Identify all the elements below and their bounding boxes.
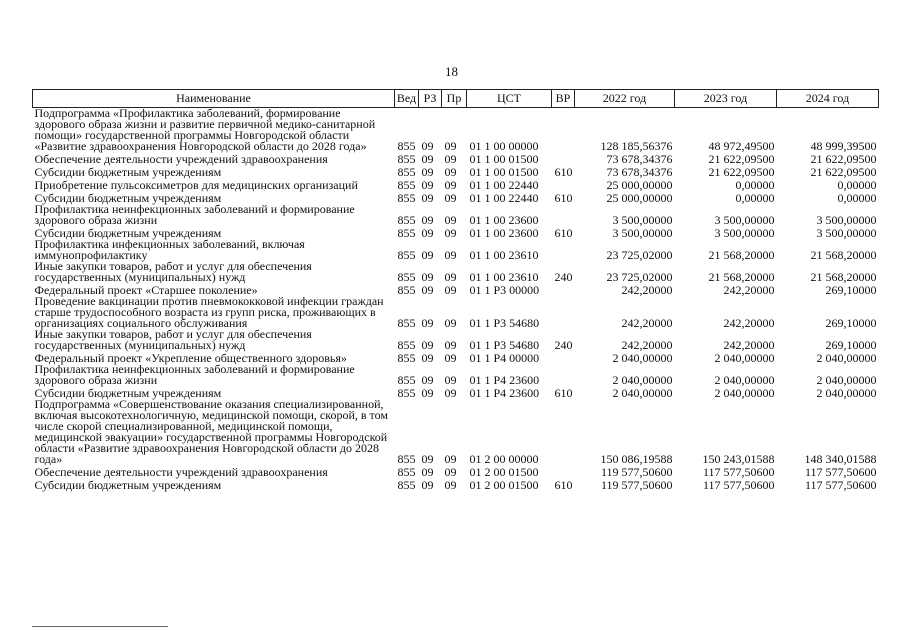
row-pr: 09 xyxy=(444,178,457,192)
row-amount-2023: 2 040,00000 xyxy=(714,386,775,400)
row-amount-2022: 242,20000 xyxy=(621,283,673,297)
row-amount-2022: 2 040,00000 xyxy=(612,386,673,400)
row-amount-2024: 48 999,39500 xyxy=(810,139,877,153)
table-header-row xyxy=(33,90,879,108)
row-amount-2022: 2 040,00000 xyxy=(612,373,673,387)
row-amount-2022: 25 000,00000 xyxy=(606,178,673,192)
row-rz: 09 xyxy=(421,283,434,297)
row-vr: 610 xyxy=(554,386,573,400)
row-vr xyxy=(552,239,575,261)
row-name: Профилактика инфекционных заболеваний, включая иммунопрофилактику xyxy=(34,237,305,262)
row-pr: 09 xyxy=(444,373,457,387)
row-pr: 09 xyxy=(444,452,457,466)
row-rz: 09 xyxy=(421,386,434,400)
header-pr: Пр xyxy=(442,90,467,108)
row-rz: 09 xyxy=(421,191,434,205)
row-amount-2024: 21 568,20000 xyxy=(810,270,877,284)
row-pr: 09 xyxy=(444,152,457,166)
row-vr xyxy=(552,152,575,165)
row-amount-2023: 117 577,50600 xyxy=(702,465,775,479)
row-cst: 01 1 P3 54680 xyxy=(469,316,540,330)
row-name: Субсидии бюджетным учреждениям xyxy=(34,386,222,400)
row-amount-2024: 269,10000 xyxy=(825,316,877,330)
row-cst: 01 1 00 01500 xyxy=(469,152,539,166)
row-ved: 855 xyxy=(397,152,416,166)
row-amount-2024: 117 577,50600 xyxy=(804,478,877,492)
row-amount-2024: 3 500,00000 xyxy=(816,213,877,227)
row-amount-2023: 21 622,09500 xyxy=(708,165,775,179)
row-cst: 01 2 00 01500 xyxy=(469,478,539,492)
row-vr: 610 xyxy=(554,226,573,240)
row-amount-2024: 269,10000 xyxy=(825,338,877,352)
page-number: 18 xyxy=(445,64,458,79)
row-pr: 09 xyxy=(444,386,457,400)
row-cst: 01 1 00 01500 xyxy=(469,165,539,179)
row-pr: 09 xyxy=(444,316,457,330)
row-cst: 01 1 00 00000 xyxy=(469,139,539,153)
table-row xyxy=(33,108,879,153)
row-amount-2024: 0,00000 xyxy=(837,178,877,192)
row-rz: 09 xyxy=(421,226,434,240)
row-vr: 610 xyxy=(554,165,573,179)
row-name: Подпрограмма «Профилактика заболеваний, формирование здорового образа жизни и развитие первичной медико-санитарной помощи» государственной программы Новгородской области «Развитие здравоохранения Новгородской области до 2028 года» xyxy=(34,106,376,153)
row-ved: 855 xyxy=(397,165,416,179)
row-name: Профилактика неинфекционных заболеваний и формирование здорового образа жизни xyxy=(34,362,355,387)
row-amount-2022: 25 000,00000 xyxy=(606,191,673,205)
row-amount-2023: 242,20000 xyxy=(723,283,775,297)
row-amount-2023: 21 568,20000 xyxy=(708,248,775,262)
row-ved: 855 xyxy=(397,226,416,240)
row-name: Приобретение пульсоксиметров для медицинских организаций xyxy=(34,178,358,192)
row-amount-2024: 2 040,00000 xyxy=(816,351,877,365)
row-amount-2024: 0,00000 xyxy=(837,191,877,205)
row-rz: 09 xyxy=(421,152,434,166)
row-cst: 01 1 00 23610 xyxy=(469,270,539,284)
row-rz: 09 xyxy=(421,139,434,153)
table-row xyxy=(33,478,879,491)
row-pr: 09 xyxy=(444,213,457,227)
table-row xyxy=(33,261,879,283)
row-name: Проведение вакцинации против пневмококковой инфекции граждан старше трудоспособного возраста из групп риска, проживающих в организациях социального обслуживания xyxy=(34,294,384,330)
row-amount-2023: 2 040,00000 xyxy=(714,373,775,387)
row-vr xyxy=(552,399,575,465)
row-rz: 09 xyxy=(421,478,434,492)
row-pr: 09 xyxy=(444,191,457,205)
row-rz: 09 xyxy=(421,213,434,227)
row-ved: 855 xyxy=(397,452,416,466)
row-amount-2022: 128 185,56376 xyxy=(600,139,673,153)
row-name: Субсидии бюджетным учреждениям xyxy=(34,165,222,179)
row-amount-2023: 150 243,01588 xyxy=(702,452,775,466)
row-name: Субсидии бюджетным учреждениям xyxy=(34,226,222,240)
header-rz: РЗ xyxy=(419,90,442,108)
row-ved: 855 xyxy=(397,478,416,492)
row-name: Иные закупки товаров, работ и услуг для обеспечения государственных (муниципальных) нужд xyxy=(34,327,312,352)
row-name: Профилактика неинфекционных заболеваний и формирование здорового образа жизни xyxy=(34,202,355,227)
row-vr: 610 xyxy=(554,478,573,492)
row-rz: 09 xyxy=(421,248,434,262)
row-rz: 09 xyxy=(421,178,434,192)
row-amount-2023: 117 577,50600 xyxy=(702,478,775,492)
row-ved: 855 xyxy=(397,213,416,227)
row-pr: 09 xyxy=(444,338,457,352)
row-amount-2024: 21 622,09500 xyxy=(810,165,877,179)
row-cst: 01 1 00 23610 xyxy=(469,248,539,262)
row-pr: 09 xyxy=(444,465,457,479)
row-amount-2024: 269,10000 xyxy=(825,283,877,297)
row-pr: 09 xyxy=(444,283,457,297)
table-body xyxy=(33,108,879,492)
row-amount-2024: 21 622,09500 xyxy=(810,152,877,166)
row-ved: 855 xyxy=(397,373,416,387)
row-rz: 09 xyxy=(421,316,434,330)
table-row xyxy=(33,399,879,465)
row-name: Субсидии бюджетным учреждениям xyxy=(34,191,222,205)
table-row xyxy=(33,178,879,191)
row-vr: 240 xyxy=(554,270,573,284)
row-vr xyxy=(552,178,575,191)
row-vr: 240 xyxy=(554,338,573,352)
row-amount-2024: 3 500,00000 xyxy=(816,226,877,240)
row-ved: 855 xyxy=(397,386,416,400)
header-name: Наименование xyxy=(33,90,395,108)
row-amount-2022: 73 678,34376 xyxy=(606,165,673,179)
row-ved: 855 xyxy=(397,283,416,297)
row-vr xyxy=(552,283,575,296)
table-row xyxy=(33,364,879,386)
row-rz: 09 xyxy=(421,452,434,466)
row-rz: 09 xyxy=(421,338,434,352)
row-cst: 01 1 00 23600 xyxy=(469,226,539,240)
row-cst: 01 2 00 01500 xyxy=(469,465,539,479)
row-amount-2022: 242,20000 xyxy=(621,316,673,330)
row-cst: 01 1 P4 23600 xyxy=(469,386,540,400)
row-ved: 855 xyxy=(397,178,416,192)
row-amount-2024: 2 040,00000 xyxy=(816,386,877,400)
header-2022: 2022 год xyxy=(575,90,675,108)
header-2023: 2023 год xyxy=(675,90,777,108)
row-amount-2022: 3 500,00000 xyxy=(612,226,673,240)
row-amount-2023: 3 500,00000 xyxy=(714,213,775,227)
row-amount-2024: 148 340,01588 xyxy=(804,452,877,466)
row-vr xyxy=(552,108,575,153)
row-rz: 09 xyxy=(421,373,434,387)
row-amount-2022: 73 678,34376 xyxy=(606,152,673,166)
row-pr: 09 xyxy=(444,351,457,365)
row-amount-2023: 242,20000 xyxy=(723,316,775,330)
row-vr: 610 xyxy=(554,191,573,205)
row-vr xyxy=(552,296,575,329)
row-rz: 09 xyxy=(421,165,434,179)
row-ved: 855 xyxy=(397,316,416,330)
row-pr: 09 xyxy=(444,165,457,179)
row-name: Субсидии бюджетным учреждениям xyxy=(34,478,222,492)
row-ved: 855 xyxy=(397,270,416,284)
row-ved: 855 xyxy=(397,465,416,479)
row-cst: 01 1 P4 00000 xyxy=(469,351,540,365)
row-pr: 09 xyxy=(444,226,457,240)
row-amount-2024: 117 577,50600 xyxy=(804,465,877,479)
row-ved: 855 xyxy=(397,338,416,352)
row-vr xyxy=(552,351,575,364)
row-amount-2023: 0,00000 xyxy=(735,178,775,192)
row-amount-2023: 242,20000 xyxy=(723,338,775,352)
row-name: Подпрограмма «Совершенствование оказания специализированной, включая высокотехнологичную, медицинской помощи, скорой, в том числе скорой специализированной, медицинской помощи, медицинской эвакуации» государственной программы Новгородской области «Развитие здравоохранения Новгородской области до 2028 года» xyxy=(34,397,388,466)
row-amount-2022: 3 500,00000 xyxy=(612,213,673,227)
row-cst: 01 1 00 23600 xyxy=(469,213,539,227)
budget-table xyxy=(32,89,879,491)
row-rz: 09 xyxy=(421,465,434,479)
row-amount-2024: 2 040,00000 xyxy=(816,373,877,387)
row-amount-2022: 2 040,00000 xyxy=(612,351,673,365)
header-vr: ВР xyxy=(552,90,575,108)
header-cst: ЦСТ xyxy=(467,90,552,108)
table-row xyxy=(33,165,879,178)
row-pr: 09 xyxy=(444,248,457,262)
row-amount-2023: 48 972,49500 xyxy=(708,139,775,153)
row-name: Федеральный проект «Старшее поколение» xyxy=(34,283,258,297)
header-2024: 2024 год xyxy=(777,90,879,108)
row-amount-2022: 23 725,02000 xyxy=(606,248,673,262)
row-amount-2022: 150 086,19588 xyxy=(600,452,673,466)
footer-divider xyxy=(32,626,168,627)
header-ved: Вед xyxy=(395,90,419,108)
row-amount-2023: 0,00000 xyxy=(735,191,775,205)
row-amount-2023: 3 500,00000 xyxy=(714,226,775,240)
row-ved: 855 xyxy=(397,191,416,205)
row-cst: 01 1 P4 23600 xyxy=(469,373,540,387)
row-amount-2023: 21 568,20000 xyxy=(708,270,775,284)
row-vr xyxy=(552,364,575,386)
row-pr: 09 xyxy=(444,139,457,153)
row-amount-2022: 242,20000 xyxy=(621,338,673,352)
row-amount-2023: 2 040,00000 xyxy=(714,351,775,365)
table-row xyxy=(33,152,879,165)
row-amount-2022: 23 725,02000 xyxy=(606,270,673,284)
row-amount-2022: 119 577,50600 xyxy=(600,465,673,479)
row-pr: 09 xyxy=(444,478,457,492)
row-amount-2024: 21 568,20000 xyxy=(810,248,877,262)
row-cst: 01 1 00 22440 xyxy=(469,178,539,192)
row-pr: 09 xyxy=(444,270,457,284)
row-name: Иные закупки товаров, работ и услуг для обеспечения государственных (муниципальных) нужд xyxy=(34,259,312,284)
row-ved: 855 xyxy=(397,248,416,262)
row-amount-2023: 21 622,09500 xyxy=(708,152,775,166)
row-name: Федеральный проект «Укрепление общественного здоровья» xyxy=(34,351,347,365)
table-row xyxy=(33,239,879,261)
row-vr xyxy=(552,204,575,226)
row-cst: 01 1 00 22440 xyxy=(469,191,539,205)
table-row xyxy=(33,465,879,478)
row-cst: 01 1 P3 00000 xyxy=(469,283,540,297)
row-ved: 855 xyxy=(397,351,416,365)
row-amount-2022: 119 577,50600 xyxy=(600,478,673,492)
row-vr xyxy=(552,465,575,478)
row-rz: 09 xyxy=(421,351,434,365)
table-row xyxy=(33,329,879,351)
row-name: Обеспечение деятельности учреждений здравоохранения xyxy=(34,152,328,166)
row-cst: 01 2 00 00000 xyxy=(469,452,539,466)
row-rz: 09 xyxy=(421,270,434,284)
row-name: Обеспечение деятельности учреждений здравоохранения xyxy=(34,465,328,479)
row-ved: 855 xyxy=(397,139,416,153)
row-cst: 01 1 P3 54680 xyxy=(469,338,540,352)
table-row xyxy=(33,296,879,329)
table-row xyxy=(33,204,879,226)
